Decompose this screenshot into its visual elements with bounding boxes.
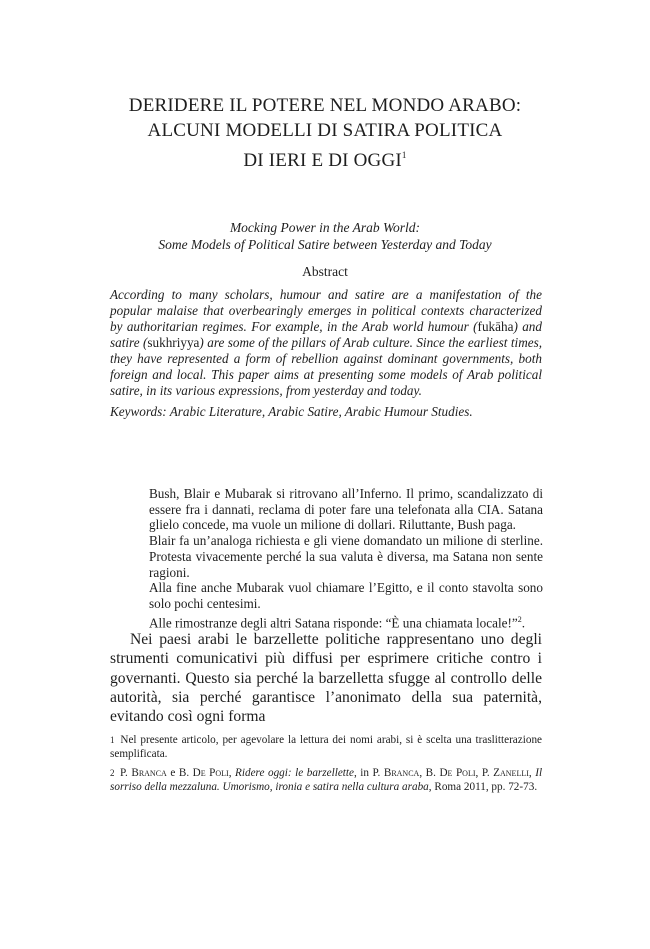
title-line-3: DI IERI E DI OGGI$^1$	[243, 150, 407, 171]
quote-paragraph: Bush, Blair e Mubarak si ritrovano all’Inferno. Il primo, scandalizzato di essere fra i dannati, reclama di poter fare una telefonata alla CIA. Satana glielo concede, ma vuole un milione di dollari. Riluttante, Bush paga.	[149, 486, 543, 533]
title-footnote-ref[interactable]: 1	[401, 150, 407, 160]
quote-footnote-ref[interactable]: 2	[517, 614, 522, 624]
keywords: Keywords: Arabic Literature, Arabic Satire, Arabic Humour Studies.	[110, 404, 473, 419]
abstract-text: According to many scholars, humour and satire are a manifestation of the popular malaise that overbearingly emerges in political contexts characterized by authoritarian regimes. For example, in the Arab world humour (fukāha) and satire (sukhriyya) are some of the pillars of Arab culture. Since the earliest times, they have represented a form of rebellion against dominant governments, both foreign and local. This paper aims at presenting some models of Arab political satire, in its various expressions, from yesterday and today.	[110, 287, 542, 398]
abstract-heading: Abstract	[302, 264, 348, 279]
footnote-1: 1 Nel presente articolo, per agevolare la lettura dei nomi arabi, si è scelta una traslitterazione semplificata.	[110, 734, 542, 760]
epigraph-joke	[149, 486, 543, 631]
body-paragraph: Nei paesi arabi le barzellette politiche rappresentano uno degli strumenti comunicativi più diffusi per esprimere critiche contro i governanti. Questo sia perché la barzelletta sfugge al controllo delle autorità, sia perché garantisce l’anonimato della sua paternità, evitando così ogni forma	[110, 631, 542, 726]
footnote-2: 2 P. Branca e B. De Poli, Ridere oggi: le barzellette, in P. Branca, B. De Poli, P. Zanelli, Il sorriso della mezzaluna. Umorismo, ironia e satira nella cultura araba, Roma 2011, pp. 72-73.	[110, 767, 543, 793]
quote-paragraph: Blair fa un’analoga richiesta e gli viene domandato un milione di sterline. Protesta vivacemente perché la sua valuta è diversa, ma Satana non sente ragioni.	[149, 533, 543, 580]
term-fukaha: fukāha	[477, 319, 514, 334]
article-title	[0, 93, 650, 173]
title-line-2: ALCUNI MODELLI DI SATIRA POLITICA	[147, 120, 503, 141]
term-sukhriyya: sukhriyya	[147, 335, 200, 350]
title-line-1: DERIDERE IL POTERE NEL MONDO ARABO:	[128, 95, 522, 116]
quote-paragraph: Alle rimostranze degli altri Satana risponde: “È una chiamata locale!”$^2$.	[149, 614, 526, 631]
english-title: Mocking Power in the Arab World: Some Models of Political Satire between Yesterday and Today	[158, 220, 492, 252]
quote-paragraph: Alla fine anche Mubarak vuol chiamare l’Egitto, e il conto stavolta sono solo pochi centesimi.	[149, 580, 543, 611]
footnotes	[110, 734, 542, 800]
